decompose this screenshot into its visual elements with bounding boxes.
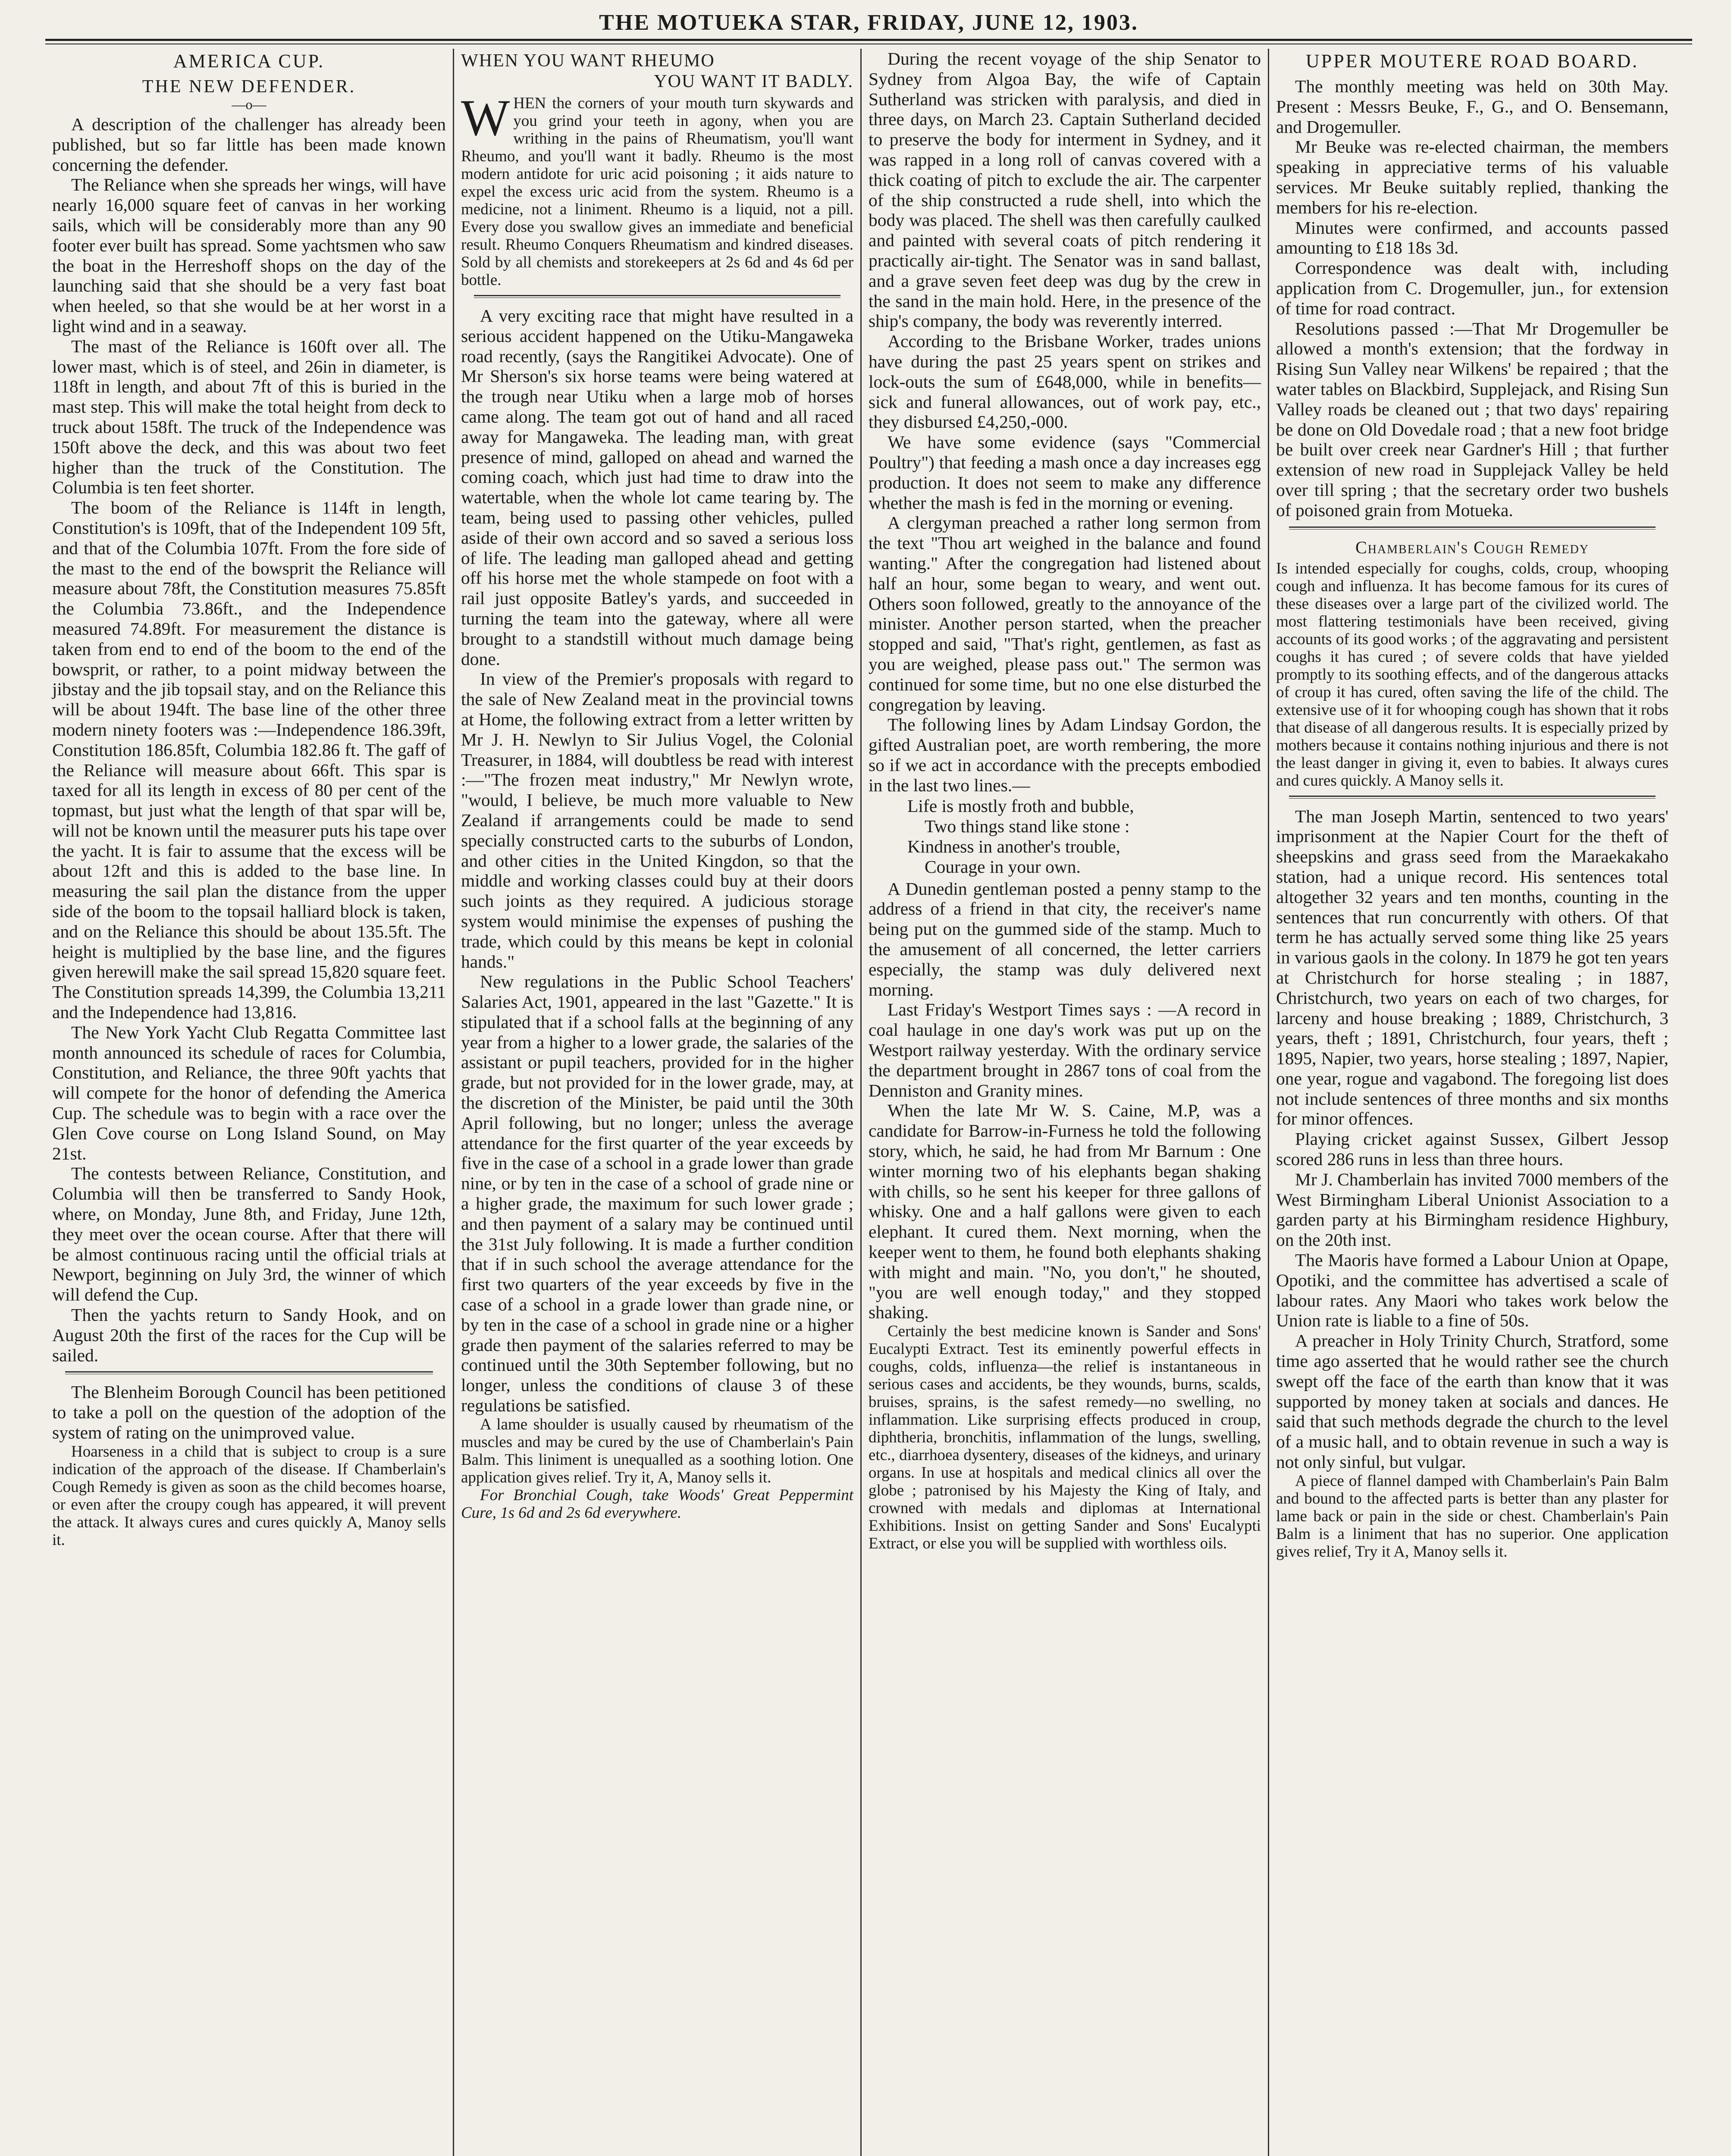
paragraph: New regulations in the Public School Teachers' Salaries Act, 1901, appeared in the last "Gazette." It is stipulated that if a school falls at the beginning of any year from a higher to a lower grade, the salaries of the assistant or pupil teachers, provided for in the higher grade, but not provided for in the lower grade, may, at the discretion of the Minister, be paid until the 30th April following, but no longer; unless the average attendance for the first quarter of the year exceeds by five in the case of a school in a grade lower than grade nine, or by ten in the case of a school of grade nine or a higher grade, the maximum for such lower grade ; and then payment of a salary may be continued until the 31st July following. It is made a further condition that if in such school the average attendance for the first two quarters of the year exceeds by five in the case of a school in a grade lower than grade nine, or by ten in the case of a school in grade nine or a higher grade then payment of the salaries referred to may be continued until the 30th September following, but no longer, unless the conditions of clause 3 of these regulations be satisfied. (461, 971, 853, 1416)
column-1 (45, 49, 453, 2156)
advertisement-text: Hoarseness in a child that is subject to croup is a sure indication of the approach of the disease. If Chamberlain's Cough Remedy is given as soon as the child becomes hoarse, or even after the croupy cough has appeared, it will prevent the attack. It always cures and cures quickly A, Manoy sells it. (52, 1442, 446, 1549)
advertisement-text: Certainly the best medicine known is Sander and Sons' Eucalypti Extract. Test its eminently powerful effects in coughs, colds, influenza—the relief is instantaneous in serious cases and accidents, be they wounds, burns, scalds, bruises, sprains, is the safest remedy—no swelling, no inflammation. Like surprising effects produced in croup, diphtheria, bronchitis, inflammation of the lungs, swelling, etc., diarrhoea dysentery, diseases of the kidneys, and urinary organs. In use at hospitals and medical clinics all over the globe ; patronised by his Majesty the King of Italy, and crowned with medals and diplomas at International Exhibitions. Insist on getting Sander and Sons' Eucalypti Extract, or else you will be supplied with worthless oils. (869, 1322, 1261, 1553)
advertisement-rheumo (461, 89, 853, 289)
paragraph: In view of the Premier's proposals with regard to the sale of New Zealand meat in the provincial towns at Home, the following extract from a letter written by Mr J. H. Newlyn to Sir Julius Vogel, the Colonial Treasurer, in 1884, will doubtless be read with interest :—"The frozen meat industry," Mr Newlyn wrote, "would, I believe, be much more valuable to New Zealand if arrangements could be made to send specially constructed carts to the suburbs of London, and other cities in the United Kingdon, so that the middle and working classes could buy at their doors such joints as they required. A judicious storage system would minimise the expenses of pushing the trade, which could by this means be kept in colonial hands." (461, 669, 853, 971)
column-4 (1268, 49, 1675, 2156)
paragraph: According to the Brisbane Worker, trades unions have during the past 25 years spent on strikes and lock-outs the sum of £648,000, while in benefits—sick and funeral allowances, out of work pay, etc., they disbursed £4,250,-000. (869, 331, 1261, 432)
paragraph: During the recent voyage of the ship Senator to Sydney from Algoa Bay, the wife of Captain Sutherland was stricken with paralysis, and died in three days, on March 23. Captain Sutherland decided to preserve the body for interment in Sydney, and it was rapped in a long roll of canvas covered with a thick coating of pitch to exclude the air. The carpenter of the ship constructed a rude shell, into which the body was placed. The shell was then carefully caulked and painted with several coats of pitch rendering it practically air-tight. The Senator was in sand ballast, and a grave seven feet deep was dug by the crew in the sand in the main hold. Here, in the presence of the ship's company, the body was reverently interred. (869, 49, 1261, 331)
advertisement-text: A piece of flannel damped with Chamberlain's Pain Balm and bound to the affected parts is better than any plaster for lame back or pain in the side or chest. Chamberlain's Pain Balm is a liniment that has no superior. One application gives relief, Try it A, Manoy sells it. (1276, 1472, 1668, 1561)
paragraph: The mast of the Reliance is 160ft over all. The lower mast, which is of steel, and 26in in diameter, is 118ft in length, and about 7ft of this is buried in the mast step. This will make the total height from deck to truck about 158ft. The truck of the Independence was 150ft above the deck, and this was about two feet higher than the truck of the Constitution. The Columbia is ten feet shorter. (52, 336, 446, 498)
ad-subheadline: YOU WANT IT BADLY. (654, 72, 853, 91)
drop-cap: W (461, 89, 510, 146)
paragraph: We have some evidence (says "Commercial Poultry") that feeding a mash once a day increases egg production. It does not seem to make any difference whether the mash is fed in the morning or evening. (869, 432, 1261, 513)
poem (869, 796, 1261, 877)
paragraph: Minutes were confirmed, and accounts passed amounting to £18 18s 3d. (1276, 217, 1668, 258)
advertisement-text: A lame shoulder is usually caused by rheumatism of the muscles and may be cured by the use of Chamberlain's Pain Balm. This liniment is unequalled as a soothing lotion. One application gives relief. Try it, A, Manoy sells it. (461, 1415, 853, 1486)
paragraph: Playing cricket against Sussex, Gilbert Jessop scored 286 runs in less than three hours. (1276, 1129, 1668, 1169)
paragraph: A preacher in Holy Trinity Church, Stratford, some time ago asserted that he would rather see the church swept off the face of the earth than know that it was supported by money taken at socials and dances. He said that such methods degrade the church to the level of a music hall, and to obtain revenue in such a way is not only sinful, but vulgar. (1276, 1331, 1668, 1472)
paragraph: The monthly meeting was held on 30th May. Present : Messrs Beuke, F., G., and O. Bensemann, and Drogemuller. (1276, 76, 1668, 137)
advertisement-text: Is intended especially for coughs, colds, croup, whooping cough and influenza. It has become famous for its cures of these diseases over a large part of the civilized world. The most flattering testimonials have been received, giving accounts of its good works ; of the aggravating and persistent coughs it has cured ; of severe colds that have yielded promptly to its soothing effects, and of the dangerous attacks of croup it has cured, often saving the life of the child. The extensive use of it for whooping cough has shown that it robs that disease of all dangerous results. It is especially prized by mothers because it contains nothing injurious and there is not the least danger in giving it, even to babies. It always cures and cures quickly. A Manoy sells it. (1276, 559, 1668, 790)
paragraph: When the late Mr W. S. Caine, M.P, was a candidate for Barrow-in-Furness he told the following story, which, he said, he had from Mr Barnum : One winter morning two of his elephants began shaking with chills, so he sent his keeper for three gallons of whisky. One and a half gallons were given to each elephant. It cured them. Next morning, when the keeper went to them, he found both elephants shaking with might and main. "No, you don't," he shouted, "you are well enough today," and they stopped shaking. (869, 1100, 1261, 1322)
paragraph: A description of the challenger has already been published, but so far little has been made known concerning the defender. (52, 114, 446, 175)
masthead-rule (45, 39, 1692, 44)
poem-line: Kindness in another's trouble, (907, 837, 1120, 857)
section-divider (1289, 796, 1656, 799)
paragraph: The following lines by Adam Lindsay Gordon, the gifted Australian poet, are worth rembering, the more so if we act in accordance with the precepts embodied in the last two lines.— (869, 714, 1261, 795)
article-headline: UPPER MOUTERE ROAD BOARD. (1305, 50, 1639, 72)
paragraph: Correspondence was dealt with, including application from C. Drogemuller, jun., for extension of time for road contract. (1276, 258, 1668, 318)
columns (45, 49, 1692, 2156)
paragraph: Mr J. Chamberlain has invited 7000 members of the West Birmingham Liberal Unionist Association to a garden party at his Birmingham residence Highbury, on the 20th inst. (1276, 1169, 1668, 1250)
advertisement-text: HEN the corners of your mouth turn skywards and you grind your teeth in agony, when you are writhing in the pains of Rheumatism, you'll want Rheumo, and you'll want it badly. Rheumo is the most modern antidote for uric acid poisoning ; it aids nature to expel the excess uric acid from the system. Rheumo is a medicine, not a liniment. Rheumo is a liquid, not a pill. Every dose you swallow gives an immediate and beneficial result. Rheumo Conquers Rheumatism and kindred diseases. Sold by all chemists and storekeepers at 2s 6d and 4s 6d per bottle. (461, 94, 853, 289)
paragraph: A Dunedin gentleman posted a penny stamp to the address of a friend in that city, the receiver's name being put on the gummed side of the stamp. Much to the amusement of all concerned, the letter carriers especially, the stamp was duly delivered next morning. (869, 878, 1261, 1000)
paragraph: A clergyman preached a rather long sermon from the text "Thou art weighed in the balance and found wanting." After the congregation had listened about half an hour, some began to weary, and went out. Others soon followed, greatly to the annoyance of the minister. Another person started, when the preacher stopped and said, "That's right, gentlemen, as fast as you are weighed, please pass out." The sermon was continued for some time, but no one else disturbed the congregation by leaving. (869, 513, 1261, 714)
advertisement-text: For Bronchial Cough, take Woods' Great Peppermint Cure, 1s 6d and 2s 6d everywhere. (461, 1486, 853, 1522)
section-divider (1289, 526, 1656, 530)
section-divider (65, 1371, 433, 1374)
paragraph: The man Joseph Martin, sentenced to two years' imprisonment at the Napier Court for the theft of sheepskins and grass seed from the Maraekakaho station, had a unique record. His sentences total altogether 32 years and ten months, counting in the sentences that run concurrently with others. Of that term he has actually served some thing like 25 years in various gaols in the colony. In 1879 he got ten years at Christchurch for horse stealing ; in 1887, Christchurch, two years on each of two charges, for larceny and house breaking ; 1889, Christchurch, 3 years, theft ; 1891, Christchurch, four years, theft ; 1895, Napier, two years, horse stealing ; 1897, Napier, one year, rogue and vagabond. The foregoing list does not include sentences of three months and six months for minor offences. (1276, 806, 1668, 1129)
masthead: THE MOTUEKA STAR, FRIDAY, JUNE 12, 1903. (599, 10, 1138, 35)
ornament-rule: —o— (232, 97, 267, 112)
paragraph: Then the yachts return to Sandy Hook, and on August 20th the first of the races for the Cup will be sailed. (52, 1305, 446, 1365)
column-3 (860, 49, 1268, 2156)
article-subheadline: THE NEW DEFENDER. (142, 77, 356, 97)
paragraph: A very exciting race that might have resulted in a serious accident happened on the Utiku-Mangaweka road recently, (says the Rangitikei Advocate). One of Mr Sherson's six horse teams were being watered at the trough near Utiku when a large mob of horses came along. The team got out of hand and all raced away for Mangaweka. The leading man, with great presence of mind, galloped on ahead and warned the coming coach, which just had time to draw into the watertable, when the whole lot came tearing by. The team, being used to passing other vehicles, pulled aside of their own accord and so saved a serious loss of life. The leading man galloped ahead and getting off his horse met the whole stampede on foot with a rail just opposite Batley's yards, and succeeded in turning the team into the gateway, where all were brought to a standstill without much damage being done. (461, 306, 853, 669)
column-2 (453, 49, 860, 2156)
ad-headline: Chamberlain's Cough Remedy (1355, 537, 1589, 557)
paragraph: The Maoris have formed a Labour Union at Opape, Opotiki, and the committee has advertised a scale of labour rates. Any Maori who takes work below the Union rate is liable to a fine of 50s. (1276, 1250, 1668, 1331)
paragraph: The boom of the Reliance is 114ft in length, Constitution's is 109ft, that of the Independent 109 5ft, and that of the Columbia 107ft. From the fore side of the mast to the end of the bowsprit the Reliance will measure about 78ft, the Constitution measures 75.85ft the Columbia 73.86ft., and the Independence measured 74.89ft. For measurement the distance is taken from end to end of the boom to the end of the bowsprit, or rather, to a point midway between the jibstay and the jib topsail stay, and on the Reliance this will be about 194ft. The base line of the other three modern ninety footers was :—Independence 186.39ft, Constitution 186.85ft, Columbia 182.86 ft. The gaff of the Reliance will measure about 66ft. This spar is taxed for all its length in excess of 80 per cent of the topmast, but just what the length of that spar will be, will not be known until the measurer puts his tape over the yacht. It is fair to assume that the excess will be about 12ft and this is added to the base line. In measuring the sail plan the distance from the upper side of the boom to the topsail halliard block is taken, and on the Reliance this should be about 135.5ft. The height is multiplied by the base line, and the figures given herewill make the sail spread 15,820 square feet. The Constitution spreads 14,399, the Columbia 13,211 and the Independence had 13,816. (52, 498, 446, 1022)
poem-line: Courage in your own. (925, 856, 1081, 877)
ad-headline: WHEN YOU WANT RHEUMO (461, 51, 715, 71)
poem-line: Two things stand like stone : (925, 816, 1130, 837)
article-headline: AMERICA CUP. (173, 50, 325, 72)
section-divider (474, 295, 840, 298)
paragraph: The Reliance when she spreads her wings, will have nearly 16,000 square feet of canvas in her working sails, which will be considerably more than any 90 footer ever built has spread. Some yachtsmen who saw the boat in the Herreshoff shops on the day of the launching said that she should be a very fast boat when heeled, so that she would be at her worst in a light wind and in a seaway. (52, 175, 446, 336)
paragraph: Resolutions passed :—That Mr Drogemuller be allowed a month's extension; that the fordway in Rising Sun Valley near Wilkens' be repaired ; that the water tables on Blackbird, Supplejack, and Rising Sun Valley roads be cleaned out ; that two days' repairing be done on Old Dovedale road ; that a new foot bridge be built over creek near Gardner's Hill ; that further extension of new road in Supplejack Valley be held over till spring ; that the secretary order two bushels of poisoned grain from Motueka. (1276, 318, 1668, 520)
paragraph: Last Friday's Westport Times says : —A record in coal haulage in one day's work was put up on the Westport railway yesterday. With the ordinary service the department brought in 2867 tons of coal from the Denniston and Granity mines. (869, 1000, 1261, 1100)
paragraph: The contests between Reliance, Constitution, and Columbia will then be transferred to Sandy Hook, where, on Monday, June 8th, and Friday, June 12th, they meet over the ocean course. After that there will be almost continuous racing until the official trials at Newport, beginning on July 3rd, the winner of which will defend the Cup. (52, 1163, 446, 1305)
paragraph: The Blenheim Borough Council has been petitioned to take a poll on the question of the adoption of the system of rating on the unimproved value. (52, 1382, 446, 1442)
poem-line: Life is mostly froth and bubble, (907, 796, 1134, 816)
paragraph: The New York Yacht Club Regatta Committee last month announced its schedule of races for Columbia, Constitution, and Reliance, the three 90ft yachts that will compete for the honor of defending the America Cup. The schedule was to begin with a race over the Glen Cove course on Long Island Sound, on May 21st. (52, 1022, 446, 1163)
paragraph: Mr Beuke was re-elected chairman, the members speaking in appreciative terms of his valuable services. Mr Beuke suitably replied, thanking the members for his re-election. (1276, 137, 1668, 217)
